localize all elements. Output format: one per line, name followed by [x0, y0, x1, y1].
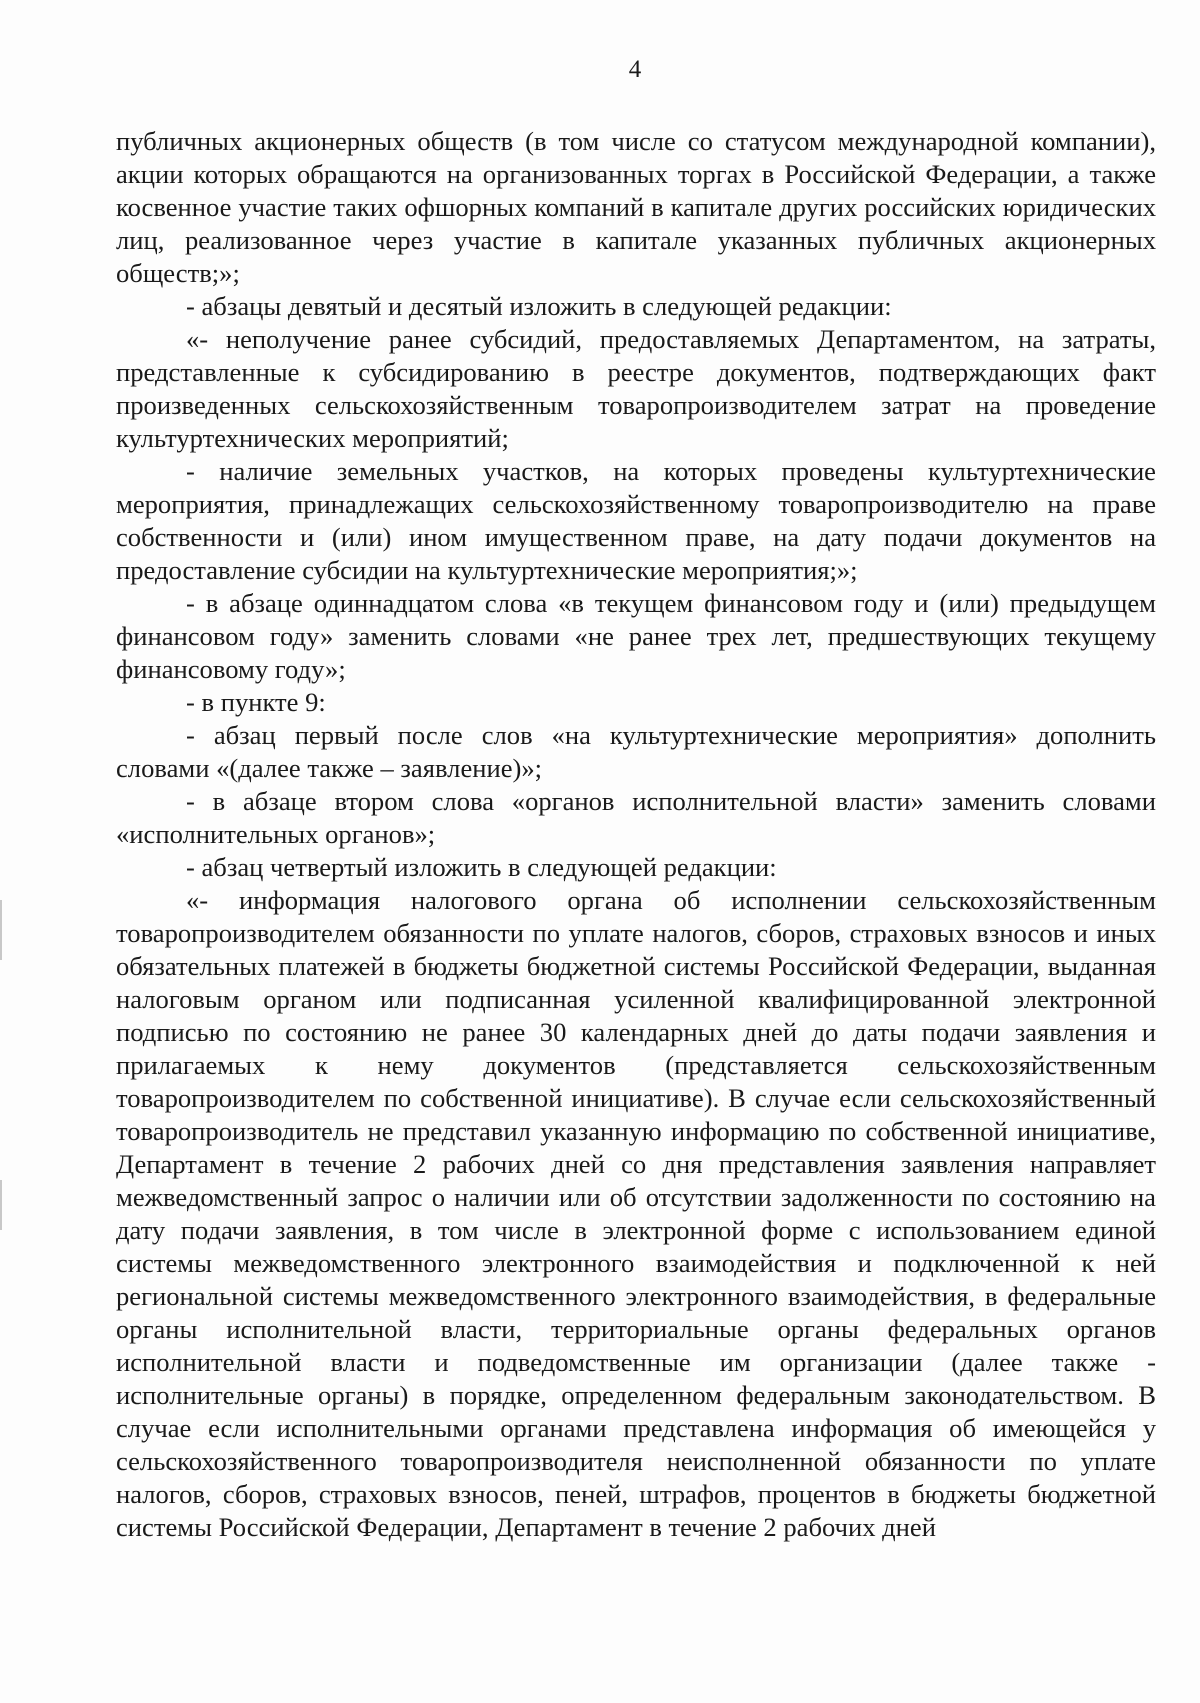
paragraph: - в пункте 9:	[186, 687, 326, 717]
paragraph: - в абзаце втором слова «органов исполнительной власти» заменить словами «исполнительных органов»;	[116, 786, 1156, 849]
scan-edge-mark	[0, 900, 2, 960]
paragraph: - наличие земельных участков, на которых проведены культуртехнические мероприятия, принадлежащих сельскохозяйственному товаропроизводителю на праве собственности и (или) ином имущественном праве, на дату подачи документов на предоставление субсидии на культуртехнические мероприятия;»;	[116, 456, 1156, 585]
paragraph: - абзацы девятый и десятый изложить в следующей редакции:	[186, 291, 892, 321]
paragraph: «- информация налогового органа об исполнении сельскохозяйственным товаропроизводителем обязанности по уплате налогов, сборов, страховых взносов и иных обязательных платежей в бюджеты бюджетной системы Российской Федерации, выданная налоговым органом или подписанная усиленной квалифицированной электронной подписью по состоянию не ранее 30 календарных дней до даты подачи заявления и прилагаемых к нему документов (представляется сельскохозяйственным товаропроизводителем по собственной инициативе). В случае если сельскохозяйственный товаропроизводитель не представил указанную информацию по собственной инициативе, Департамент в течение 2 рабочих дней со дня представления заявления направляет межведомственный запрос о наличии или об отсутствии задолженности по состоянию на дату подачи заявления, в том числе в электронной форме с использованием единой системы межведомственного электронного взаимодействия и подключенной к ней региональной системы межведомственного электронного взаимодействия, в федеральные органы исполнительной власти, территориальные органы федеральных органов исполнительной власти и подведомственные им организации (далее также - исполнительные органы) в порядке, определенном федеральным законодательством. В случае если исполнительными органами представлена информация об имеющейся у сельскохозяйственного товаропроизводителя неисполненной обязанности по уплате налогов, сборов, страховых взносов, пеней, штрафов, процентов в бюджеты бюджетной системы Российской Федерации, Департамент в течение 2 рабочих дней	[116, 885, 1156, 1542]
document-body	[116, 125, 1156, 1544]
paragraph: «- неполучение ранее субсидий, предоставляемых Департаментом, на затраты, представленные к субсидированию в реестре документов, подтверждающих факт произведенных сельскохозяйственным товаропроизводителем затрат на проведение культуртехнических мероприятий;	[116, 324, 1156, 453]
scan-edge-mark	[0, 1180, 2, 1230]
page-number: 4	[628, 56, 642, 83]
paragraph: - абзац первый после слов «на культуртехнические мероприятия» дополнить словами «(далее также – заявление)»;	[116, 720, 1156, 783]
paragraph: - абзац четвертый изложить в следующей редакции:	[186, 852, 777, 882]
paragraph: - в абзаце одиннадцатом слова «в текущем финансовом году и (или) предыдущем финансовом году» заменить словами «не ранее трех лет, предшествующих текущему финансовому году»;	[116, 588, 1156, 684]
paragraph: публичных акционерных обществ (в том числе со статусом международной компании), акции которых обращаются на организованных торгах в Российской Федерации, а также косвенное участие таких офшорных компаний в капитале других российских юридических лиц, реализованное через участие в капитале указанных публичных акционерных обществ;»;	[116, 126, 1156, 288]
